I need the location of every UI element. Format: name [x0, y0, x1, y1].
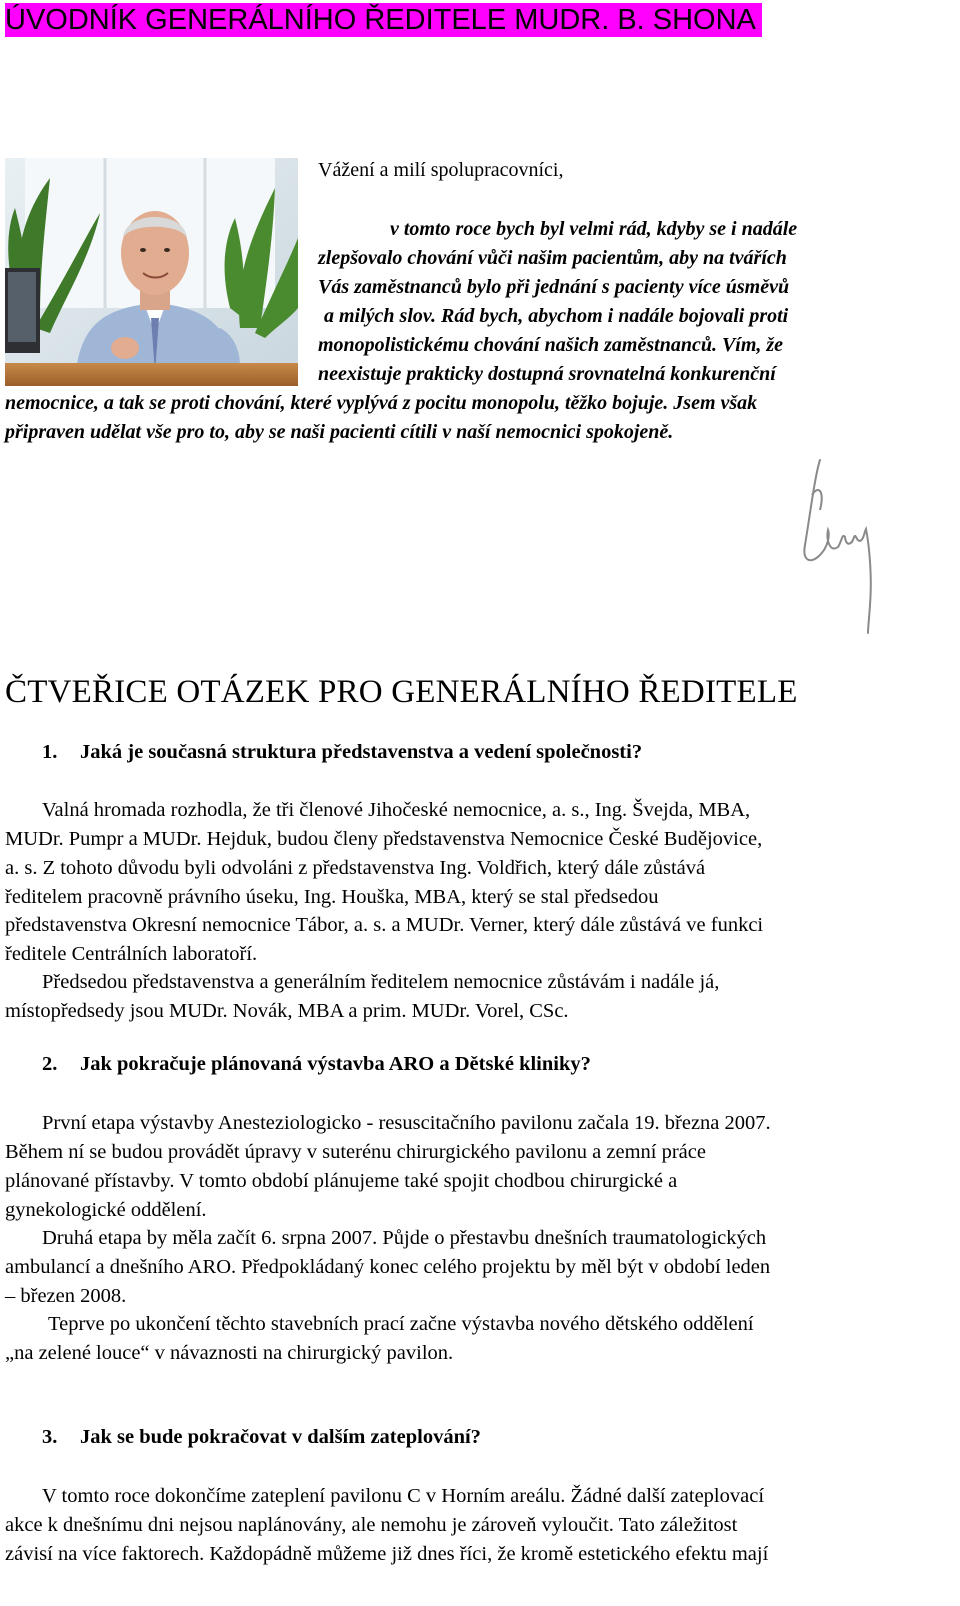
answer-line: závisí na více faktorech. Každopádně můžeme již dnes říci, že kromě estetického efektu mají — [5, 1543, 769, 1565]
intro-line: monopolistickému chování našich zaměstnanců. Vím, že — [318, 334, 784, 356]
signature — [790, 455, 890, 635]
answer-line: Předsedou představenstva a generálním ředitelem nemocnice zůstávám i nadále já, — [42, 971, 720, 993]
answer-line: plánované přístavby. V tomto období plánujeme také spojit chodbou chirurgické a — [5, 1170, 678, 1192]
page-title: ÚVODNÍK GENERÁLNÍHO ŘEDITELE MUDR. B. SHONA — [5, 3, 762, 37]
question-3 — [42, 1426, 481, 1449]
answer-line: ředitelem pracovně právního úseku, Ing. Houška, MBA, který se stal předsedou — [5, 886, 659, 908]
answer-line: „na zelené louce“ v návaznosti na chirurgický pavilon. — [5, 1342, 454, 1364]
answer-line: gynekologické oddělení. — [5, 1199, 207, 1221]
question-text: Jak se bude pokračovat v dalším zateplování? — [80, 1426, 481, 1448]
question-number: 1. — [42, 741, 58, 763]
section-title: ČTVEŘICE OTÁZEK PRO GENERÁLNÍHO ŘEDITELE — [5, 674, 798, 710]
intro-line: neexistuje prakticky dostupná srovnatelná konkurenční — [318, 363, 776, 385]
answer-line: Teprve po ukončení těchto stavebních prací začne výstavba nového dětského oddělení — [48, 1313, 754, 1335]
intro-line: nemocnice, a tak se proti chování, které vyplývá z pocitu monopolu, těžko bojuje. Jsem však — [5, 392, 758, 414]
question-1 — [42, 741, 642, 764]
question-number: 2. — [42, 1053, 58, 1075]
intro-line: a milých slov. Rád bych, abychom i nadále bojovali proti — [324, 305, 789, 327]
question-text: Jak pokračuje plánovaná výstavba ARO a Dětské kliniky? — [80, 1053, 591, 1075]
intro-line: Vás zaměstnanců bylo při jednání s pacienty více úsměvů — [318, 276, 790, 298]
answer-line: První etapa výstavby Anesteziologicko - resuscitačního pavilonu začala 19. března 2007. — [42, 1112, 771, 1134]
greeting: Vážení a milí spolupracovníci, — [318, 159, 564, 181]
answer-line: Druhá etapa by měla začít 6. srpna 2007. Půjde o přestavbu dnešních traumatologických — [42, 1227, 767, 1249]
intro-line: připraven udělat vše pro to, aby se naši pacienti cítili v naší nemocnici spokojeně. — [5, 421, 674, 443]
question-number: 3. — [42, 1426, 58, 1448]
answer-line: akce k dnešnímu dni nejsou naplánovány, ale nemohu je zároveň vyloučit. Tato záležitost — [5, 1514, 738, 1536]
question-2 — [42, 1053, 591, 1076]
answer-line: V tomto roce dokončíme zateplení pavilonu C v Horním areálu. Žádné další zateplovací — [42, 1485, 765, 1507]
answer-line: a. s. Z tohoto důvodu byli odvoláni z představenstva Ing. Voldřich, který dále zůstává — [5, 857, 706, 879]
answer-line: představenstva Okresní nemocnice Tábor, a. s. a MUDr. Verner, který dále zůstává ve funkci — [5, 914, 764, 936]
answer-line: Během ní se budou provádět úpravy v suterénu chirurgického pavilonu a zemní práce — [5, 1141, 706, 1163]
answer-line: ambulancí a dnešního ARO. Předpokládaný konec celého projektu by měl být v období leden — [5, 1256, 771, 1278]
answer-line: ředitele Centrálních laboratoří. — [5, 943, 258, 965]
director-photo — [5, 158, 298, 386]
answer-line: – březen 2008. — [5, 1285, 127, 1307]
answer-line: MUDr. Pumpr a MUDr. Hejduk, budou členy představenstva Nemocnice České Budějovice, — [5, 828, 763, 850]
answer-line: Valná hromada rozhodla, že tři členové Jihočeské nemocnice, a. s., Ing. Švejda, MBA, — [42, 799, 751, 821]
intro-line: v tomto roce bych byl velmi rád, kdyby se i nadále — [390, 218, 798, 240]
answer-line: místopředsedy jsou MUDr. Novák, MBA a prim. MUDr. Vorel, CSc. — [5, 1000, 569, 1022]
question-text: Jaká je současná struktura představenstva a vedení společnosti? — [80, 741, 643, 763]
intro-line: zlepšovalo chování vůči našim pacientům, aby na tvářích — [318, 247, 787, 269]
